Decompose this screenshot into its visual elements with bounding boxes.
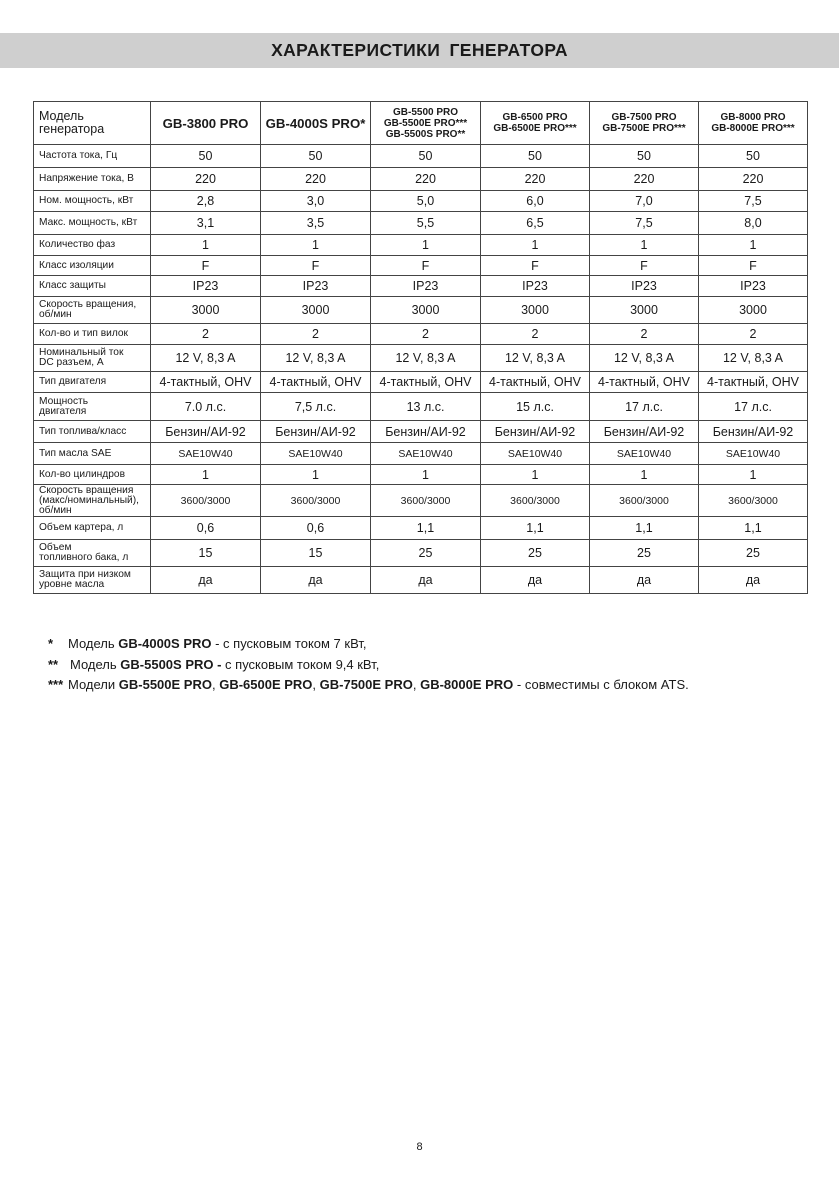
table-cell: 7,5 [590, 212, 699, 235]
table-cell: 220 [371, 168, 481, 191]
row-label-line: Объем [39, 542, 72, 553]
table-cell: 1 [699, 235, 808, 256]
table-cell: F [261, 256, 371, 276]
table-cell: 5,0 [371, 191, 481, 212]
row-label-line: Кол-во и тип вилок [39, 328, 129, 339]
table-cell: 50 [590, 145, 699, 168]
row-label-line: Тип масла SAE [39, 447, 112, 459]
row-label-line: Тип двигателя [39, 376, 107, 387]
table-cell: Бензин/АИ-92 [699, 421, 808, 443]
table-cell: 25 [699, 540, 808, 567]
spec-table [33, 101, 808, 594]
table-cell: 3600/3000 [590, 485, 699, 517]
row-label [34, 212, 151, 235]
table-row [34, 421, 808, 443]
page-number: 8 [416, 1141, 423, 1153]
table-cell: 50 [371, 145, 481, 168]
table-cell: 220 [699, 168, 808, 191]
row-label-line: об/мин [39, 504, 72, 516]
model-name-line: GB-5500 PRO [392, 106, 459, 118]
footnote-text: Модель [70, 656, 121, 672]
model-name-line: GB-6500 PRO [502, 112, 568, 123]
table-cell: 12 V, 8,3 A [371, 345, 481, 372]
table-cell: 220 [590, 168, 699, 191]
table-row [34, 443, 808, 465]
table-cell: 3,1 [151, 212, 261, 235]
row-label [34, 324, 151, 345]
model-name-line: GB-5500E PRO*** [383, 117, 468, 129]
corner-header [34, 102, 151, 145]
table-cell: 4-тактный, OHV [699, 372, 808, 393]
row-label-line: уровне масла [39, 579, 105, 590]
table-row [34, 297, 808, 324]
table-cell: 1 [261, 235, 371, 256]
table-cell: Бензин/АИ-92 [481, 421, 590, 443]
table-cell: 4-тактный, OHV [590, 372, 699, 393]
row-label-line: Количество фаз [39, 239, 116, 250]
row-label-line: Кол-во цилиндров [39, 468, 125, 480]
footnote [48, 634, 689, 655]
footnote-text: GB-8000E PRO [420, 677, 514, 692]
table-cell: 50 [481, 145, 590, 168]
row-label-line: Тип топлива/класс [39, 425, 127, 437]
table-cell: IP23 [699, 276, 808, 297]
row-label [34, 485, 151, 517]
row-label-line: об/мин [39, 309, 72, 320]
model-header [261, 102, 371, 145]
table-cell: 1,1 [371, 517, 481, 540]
row-label [34, 168, 151, 191]
page-title: ХАРАКТЕРИСТИКИ ГЕНЕРАТОРА [271, 40, 568, 60]
table-cell: Бензин/АИ-92 [151, 421, 261, 443]
footnote-text: , [312, 677, 320, 692]
model-name-line: GB-6500E PRO*** [493, 123, 577, 134]
table-cell: IP23 [151, 276, 261, 297]
table-cell: SAE10W40 [371, 443, 481, 465]
row-label [34, 276, 151, 297]
row-label [34, 393, 151, 421]
table-cell: 2 [261, 324, 371, 345]
row-label-line: Мощность [39, 395, 89, 407]
model-name-line: GB-7500 PRO [611, 112, 677, 123]
table-cell: 3000 [151, 297, 261, 324]
table-cell: F [699, 256, 808, 276]
table-cell: 3600/3000 [371, 485, 481, 517]
footnote-text: GB-5500S PRO - [120, 656, 226, 672]
row-label-line: Номинальный ток [39, 347, 124, 358]
table-cell: SAE10W40 [699, 443, 808, 465]
row-label [34, 567, 151, 594]
table-row [34, 465, 808, 485]
table-cell: 8,0 [699, 212, 808, 235]
table-cell: 1 [151, 465, 261, 485]
row-label [34, 256, 151, 276]
model-header [590, 102, 699, 145]
row-label [34, 443, 151, 465]
table-cell: 2 [151, 324, 261, 345]
table-row [34, 212, 808, 235]
footnote-mark: * [48, 636, 54, 651]
table-cell: 1 [261, 465, 371, 485]
footnote [48, 675, 689, 696]
table-cell: 4-тактный, OHV [151, 372, 261, 393]
table-cell: 1 [590, 235, 699, 256]
table-cell: 3600/3000 [481, 485, 590, 517]
table-cell: 3000 [261, 297, 371, 324]
row-label-line: Скорость вращения, [39, 299, 137, 310]
table-cell: 1,1 [590, 517, 699, 540]
table-cell: да [261, 567, 371, 594]
table-row [34, 324, 808, 345]
table-cell: 50 [261, 145, 371, 168]
table-cell: 12 V, 8,3 A [481, 345, 590, 372]
table-cell: 15 л.с. [481, 393, 590, 421]
table-cell: 3000 [590, 297, 699, 324]
row-label-line: Класс изоляции [39, 259, 114, 271]
table-cell: SAE10W40 [151, 443, 261, 465]
table-cell: F [151, 256, 261, 276]
footnote-text: Модель [68, 636, 119, 651]
table-row [34, 485, 808, 517]
footnote-text: - совместимы с блоком ATS. [513, 677, 689, 692]
row-label-line: двигателя [39, 405, 87, 417]
row-label [34, 191, 151, 212]
footnote-text: с пусковым током 9,4 кВт, [225, 656, 380, 672]
table-cell: 1 [151, 235, 261, 256]
table-cell: 3,5 [261, 212, 371, 235]
table-cell: 13 л.с. [371, 393, 481, 421]
table-header-row [34, 102, 808, 145]
table-cell: 12 V, 8,3 A [699, 345, 808, 372]
footnote-mark: ** [48, 656, 59, 672]
footnote-text: , [412, 677, 421, 692]
row-label-line: Частота тока, Гц [39, 150, 118, 161]
table-cell: 220 [481, 168, 590, 191]
table-cell: да [371, 567, 481, 594]
table-cell: 4-тактный, OHV [481, 372, 590, 393]
table-row [34, 276, 808, 297]
table-cell: 25 [590, 540, 699, 567]
table-cell: IP23 [590, 276, 699, 297]
model-name-line: GB-8000 PRO [720, 112, 786, 123]
table-row [34, 191, 808, 212]
table-cell: да [151, 567, 261, 594]
table-cell: 5,5 [371, 212, 481, 235]
row-label-line: топливного бака, л [39, 552, 129, 563]
table-row [34, 372, 808, 393]
table-cell: 0,6 [261, 517, 371, 540]
table-row [34, 235, 808, 256]
row-label-line: Скорость вращения [39, 484, 134, 496]
table-cell: 3000 [481, 297, 590, 324]
table-cell: 1 [481, 235, 590, 256]
table-cell: 220 [261, 168, 371, 191]
table-cell: 3000 [699, 297, 808, 324]
table-cell: Бензин/АИ-92 [261, 421, 371, 443]
corner-label-line: генератора [39, 122, 105, 136]
row-label [34, 235, 151, 256]
model-header [699, 102, 808, 145]
table-row [34, 345, 808, 372]
table-cell: 12 V, 8,3 A [590, 345, 699, 372]
footnotes [48, 634, 689, 696]
row-label [34, 372, 151, 393]
row-label-line: DC разъем, А [39, 357, 104, 368]
corner-label-line: Модель [39, 109, 84, 123]
table-cell: 6,0 [481, 191, 590, 212]
row-label-line: Ном. мощность, кВт [39, 195, 134, 206]
model-header [151, 102, 261, 145]
footnote-text: Модели [68, 677, 119, 692]
table-cell: 25 [371, 540, 481, 567]
title-bar [0, 33, 839, 68]
table-row [34, 256, 808, 276]
table-cell: 1 [371, 235, 481, 256]
model-header [481, 102, 590, 145]
footnote-text: - с пусковым током 7 кВт, [211, 636, 367, 651]
table-cell: 1 [590, 465, 699, 485]
row-label [34, 465, 151, 485]
row-label [34, 145, 151, 168]
table-cell: 15 [151, 540, 261, 567]
row-label [34, 540, 151, 567]
footnote-mark: *** [48, 677, 64, 692]
table-cell: 12 V, 8,3 A [151, 345, 261, 372]
table-cell: IP23 [261, 276, 371, 297]
table-cell: 2 [590, 324, 699, 345]
table-cell: Бензин/АИ-92 [371, 421, 481, 443]
model-name-line: GB-3800 PRO [162, 115, 249, 131]
table-cell: 7,5 [699, 191, 808, 212]
table-cell: 3600/3000 [699, 485, 808, 517]
model-header [371, 102, 481, 145]
table-row [34, 145, 808, 168]
table-cell: 17 л.с. [590, 393, 699, 421]
table-cell: 15 [261, 540, 371, 567]
table-cell: 50 [151, 145, 261, 168]
table-row [34, 540, 808, 567]
row-label-line: Макс. мощность, кВт [39, 217, 138, 228]
table-cell: SAE10W40 [481, 443, 590, 465]
table-cell: IP23 [371, 276, 481, 297]
table-cell: 1,1 [699, 517, 808, 540]
footnote-text: GB-6500E PRO [219, 677, 313, 692]
footnote-text: GB-7500E PRO [319, 677, 413, 692]
row-label [34, 345, 151, 372]
table-cell: SAE10W40 [261, 443, 371, 465]
table-cell: 17 л.с. [699, 393, 808, 421]
table-cell: 3,0 [261, 191, 371, 212]
table-cell: 1 [481, 465, 590, 485]
table-cell: 220 [151, 168, 261, 191]
table-row [34, 567, 808, 594]
row-label-line: (макс/номинальный), [39, 494, 139, 506]
row-label [34, 421, 151, 443]
table-cell: да [481, 567, 590, 594]
table-cell: F [481, 256, 590, 276]
table-cell: 2 [371, 324, 481, 345]
table-cell: SAE10W40 [590, 443, 699, 465]
table-body [34, 145, 808, 594]
table-cell: 7,0 [590, 191, 699, 212]
table-cell: F [371, 256, 481, 276]
table-cell: F [590, 256, 699, 276]
footnote-text: GB-5500E PRO [118, 677, 212, 692]
table-cell: IP23 [481, 276, 590, 297]
table-cell: 1 [371, 465, 481, 485]
table-cell: 3600/3000 [151, 485, 261, 517]
row-label-line: Напряжение тока, В [39, 173, 134, 184]
row-label-line: Объем картера, л [39, 522, 124, 533]
footnote-text: , [211, 677, 220, 692]
table-cell: 4-тактный, OHV [261, 372, 371, 393]
model-name-line: GB-8000E PRO*** [711, 123, 795, 134]
table-cell: 50 [699, 145, 808, 168]
table-cell: 7.0 л.с. [151, 393, 261, 421]
table-cell: 2 [699, 324, 808, 345]
footnote-text: GB-4000S PRO [118, 636, 212, 651]
table-cell: 25 [481, 540, 590, 567]
table-cell: 1 [699, 465, 808, 485]
table-cell: да [699, 567, 808, 594]
model-name-line: GB-5500S PRO** [385, 128, 466, 140]
table-row [34, 393, 808, 421]
table-row [34, 168, 808, 191]
table-cell: 1,1 [481, 517, 590, 540]
table-cell: 6,5 [481, 212, 590, 235]
table-cell: да [590, 567, 699, 594]
table-cell: 12 V, 8,3 A [261, 345, 371, 372]
table-cell: 2,8 [151, 191, 261, 212]
table-cell: 0,6 [151, 517, 261, 540]
row-label [34, 297, 151, 324]
model-name-line: GB-4000S PRO* [265, 115, 366, 131]
model-name-line: GB-7500E PRO*** [602, 123, 686, 134]
footnote [48, 655, 689, 676]
row-label [34, 517, 151, 540]
table-cell: 2 [481, 324, 590, 345]
table-cell: 4-тактный, OHV [371, 372, 481, 393]
table-row [34, 517, 808, 540]
table-cell: 3600/3000 [261, 485, 371, 517]
table-cell: 3000 [371, 297, 481, 324]
table-cell: 7,5 л.с. [261, 393, 371, 421]
row-label-line: Защита при низком [39, 569, 131, 580]
table-cell: Бензин/АИ-92 [590, 421, 699, 443]
row-label-line: Класс защиты [39, 280, 106, 291]
